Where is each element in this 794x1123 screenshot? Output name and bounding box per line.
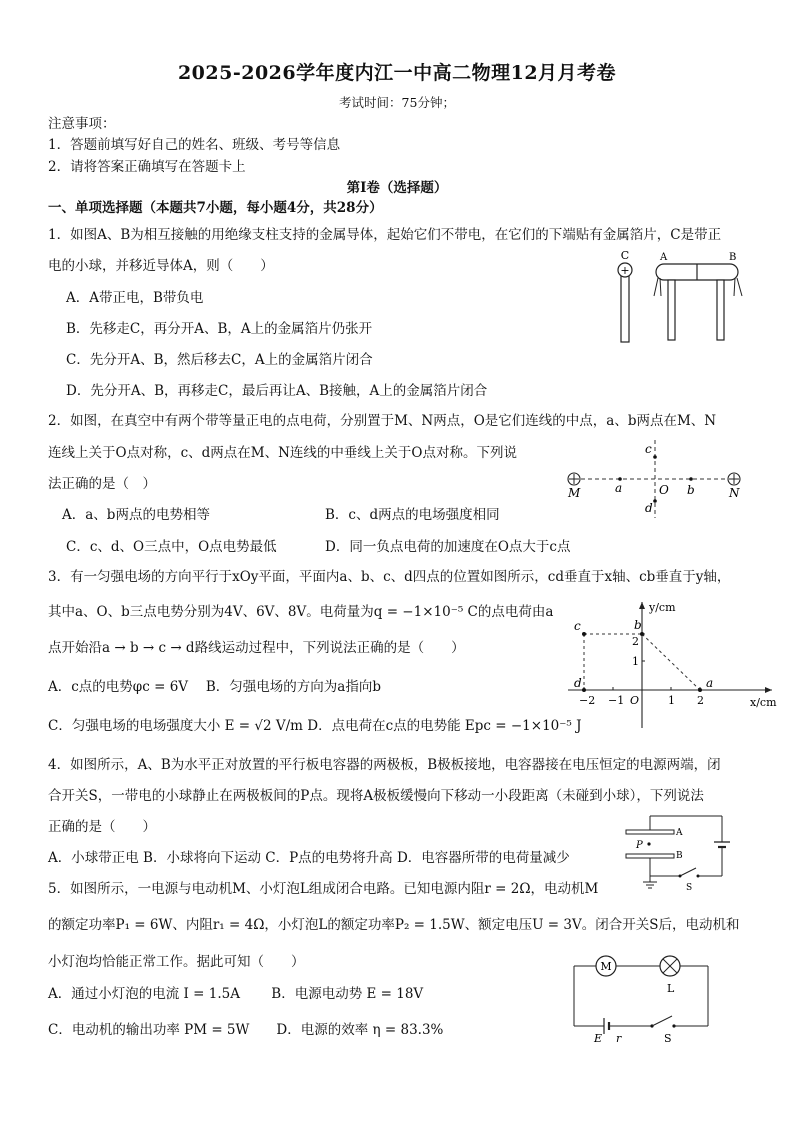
q3-figure	[560, 596, 780, 734]
q2-label-n: N	[729, 486, 740, 500]
q2-label-d: d	[645, 501, 653, 515]
q2-label-c: c	[645, 442, 652, 456]
q5-label-m: M	[600, 960, 612, 973]
q5-stem-line2: 的额定功率P₁ = 6W、内阻r₁ = 4Ω，小灯泡L的额定功率P₂ = 1.5W、额定电压U = 3V。闭合开关S后，电动机和	[48, 917, 740, 933]
q2-label-m: M	[568, 486, 581, 500]
q5-label-r: r	[616, 1032, 622, 1045]
q5-options-line2: C．电动机的输出功率 PM = 5W D．电源的效率 η = 83.3%	[48, 1022, 444, 1038]
q3-options-line2: C．匀强电场的电场强度大小 E = √2 V/m D．点电荷在c点的电势能 Epc = −1×10⁻⁵ J	[48, 718, 582, 734]
exam-title: 2025-2026学年度内江一中高二物理12月月考卷	[177, 62, 617, 84]
note-item-2: 2．请将答案正确填写在答题卡上	[48, 159, 246, 175]
q3-label-d: d	[574, 676, 582, 690]
q5-stem-line3: 小灯泡均恰能正常工作。据此可知（ ）	[48, 954, 305, 970]
q5-options-line1: A．通过小灯泡的电流 I = 1.5A B．电源电动势 E = 18V	[48, 986, 424, 1002]
q3-origin: O	[630, 694, 640, 707]
q4-stem-line3: 正确的是（ ）	[48, 819, 156, 835]
q1-option-c: C．先分开A、B，然后移去C，A上的金属箔片闭合	[66, 352, 373, 368]
q1-label-b: B	[729, 252, 737, 263]
q3-xtick-1: 1	[668, 694, 675, 707]
exam-time: 考试时间：75分钟；	[339, 95, 455, 110]
q3-xtick-neg2: −2	[579, 694, 596, 707]
q3-stem-line2: 其中a、O、b三点电势分别为4V、6V、8V。电荷量为q = −1×10⁻⁵ C的点电荷由a	[48, 604, 554, 620]
q5-label-l: L	[667, 982, 675, 995]
q2-option-c: C．c、d、O三点中，O点电势最低	[66, 539, 277, 555]
q3-label-b: b	[634, 618, 642, 632]
q2-label-a: a	[615, 481, 623, 495]
notes-heading: 注意事项：	[48, 116, 116, 132]
q2-option-b: B．c、d两点的电场强度相同	[325, 507, 500, 523]
q2-figure	[560, 438, 750, 520]
q2-option-d: D．同一负点电荷的加速度在O点大于c点	[325, 539, 571, 555]
q4-stem-line2: 合开关S，一带电的小球静止在两极板间的P点。现将A极板缓慢向下移动一小段距离（未碰到小球），下列说法	[48, 788, 704, 804]
q4-stem-line1: 4．如图所示，A、B为水平正对放置的平行板电容器的两极板，B极板接地，电容器接在电压恒定的电源两端，闭	[48, 757, 721, 773]
q3-options-line1: A．c点的电势φc = 6V B．匀强电场的方向为a指向b	[48, 679, 381, 695]
q3-stem-line3: 点开始沿a → b → c → d路线运动过程中，下列说法正确的是（ ）	[48, 640, 465, 656]
q3-xlabel: x/cm	[750, 696, 777, 709]
q1-figure	[608, 248, 758, 344]
q3-xtick-neg1: −1	[608, 694, 625, 707]
note-item-1: 1．答题前填写好自己的姓名、班级、考号等信息	[48, 137, 341, 153]
q5-figure	[566, 952, 716, 1046]
q1-label-a: A	[660, 252, 668, 263]
q4-label-p: P	[636, 840, 643, 851]
q5-label-e: E	[594, 1032, 603, 1045]
q1-stem-line2: 电的小球，并移近导体A，则（ ）	[48, 258, 274, 274]
q5-stem-line1: 5．如图所示，一电源与电动机M、小灯泡L组成闭合电路。已知电源内阻r = 2Ω，电动机M	[48, 881, 599, 897]
q1-option-d: D．先分开A、B，再移走C，最后再让A、B接触，A上的金属箔片闭合	[66, 383, 488, 399]
q4-label-a: A	[676, 828, 683, 838]
q3-xtick-2: 2	[697, 694, 704, 707]
part1-heading: 第I卷（选择题）	[346, 180, 448, 196]
q3-label-a: a	[706, 676, 714, 690]
q4-options: A．小球带正电 B．小球将向下运动 C．P点的电势将升高 D．电容器所带的电荷量减少	[48, 850, 570, 866]
q2-stem-line1: 2．如图，在真空中有两个带等量正电的点电荷，分别置于M、N两点，O是它们连线的中点，a、b两点在M、N	[48, 413, 717, 429]
q3-ytick-1: 1	[632, 655, 639, 668]
section1-heading: 一、单项选择题（本题共7小题，每小题4分，共28分）	[48, 200, 383, 216]
q1-option-a: A．A带正电，B带负电	[66, 290, 204, 306]
q1-option-b: B．先移走C，再分开A、B，A上的金属箔片仍张开	[66, 321, 373, 337]
q2-stem-line2: 连线上关于O点对称，c、d两点在M、N连线的中垂线上关于O点对称。下列说	[48, 445, 517, 461]
q2-option-a: A．a、b两点的电势相等	[62, 507, 210, 523]
q1-label-c: C	[620, 249, 630, 262]
q2-label-b: b	[687, 483, 695, 497]
q3-ylabel: y/cm	[649, 601, 676, 614]
q4-label-s: S	[686, 883, 693, 892]
q4-label-b: B	[676, 851, 683, 861]
q4-figure	[618, 808, 748, 892]
q5-label-s: S	[664, 1032, 672, 1045]
q3-ytick-2: 2	[632, 635, 639, 648]
q3-stem-line1: 3．有一匀强电场的方向平行于xOy平面，平面内a、b、c、d四点的位置如图所示，cd垂直于x轴、cb垂直于y轴，	[48, 569, 731, 585]
q1-plus-sign: +	[620, 264, 630, 277]
q2-label-o: O	[659, 483, 669, 497]
q1-stem-line1: 1．如图A、B为相互接触的用绝缘支柱支持的金属导体，起始它们不带电，在它们的下端贴有金属箔片，C是带正	[48, 227, 722, 243]
q2-stem-line3: 法正确的是（ ）	[48, 476, 156, 492]
q3-label-c: c	[574, 619, 581, 633]
